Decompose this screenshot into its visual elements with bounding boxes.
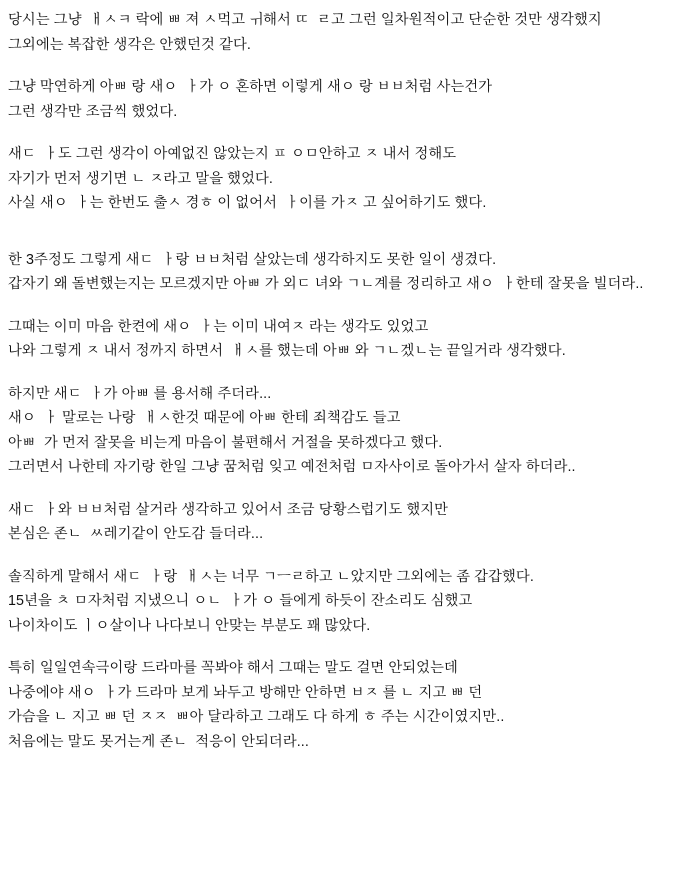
text-line: 그때는 이미 마음 한켠에 새ㅇ ㅏ는 이미 내여ㅈ 라는 생각도 있었고 <box>8 318 429 335</box>
paragraph-spacer <box>8 216 686 248</box>
paragraph-spacer <box>8 547 686 565</box>
paragraph <box>8 498 686 547</box>
text-line: 가슴을 ㄴ 지고 ㅃ 던 ㅈㅈ ㅃ아 달라하고 그래도 다 하게 ㅎ 주는 시간이였지만.. <box>8 709 505 725</box>
paragraph <box>8 382 686 480</box>
text-line: 당시는 그냥 ㅐㅅㅋ 락에 ㅃ 져 ㅅ먹고 ㅟ해서 ㄸ ㄹ고 그런 일차원적이고 단순한 것만 생각했지 <box>8 12 602 28</box>
text-line: 하지만 새ㄷ ㅏ가 아ㅃ 를 용서해 주더라... <box>8 385 272 402</box>
paragraph-spacer <box>8 638 686 656</box>
text-line: 나중에야 새ㅇ ㅏ가 드라마 보게 놔두고 방해만 안하면 ㅂㅈ 를 ㄴ 지고 ㅃ 던 <box>8 684 483 701</box>
text-line: 나이차이도 ㅣㅇ살이나 나다보니 안맞는 부분도 꽤 많았다. <box>8 617 371 634</box>
paragraph-spacer <box>8 480 686 498</box>
text-line: 아ㅃ 가 먼저 잘못을 비는게 마음이 불편해서 거절을 못하겠다고 했다. <box>8 434 443 451</box>
text-line: 갑자기 왜 돌변했는지는 모르겠지만 아ㅃ 가 외ㄷ 녀와 ㄱㄴ계를 정리하고 새ㅇ ㅏ한테 잘못을 빌더라.. <box>8 276 644 292</box>
paragraph <box>8 75 686 124</box>
text-line: 한 3주정도 그렇게 새ㄷ ㅏ랑 ㅂㅂ처럼 살았는데 생각하지도 못한 일이 생겼다. <box>8 251 497 268</box>
text-line: 솔직하게 말해서 새ㄷ ㅏ랑 ㅐㅅ는 너무 ㄱㅡㄹ하고 ㄴ았지만 그외에는 좀 갑갑했다. <box>8 568 534 585</box>
text-line: 나와 그렇게 ㅈ 내서 정까지 하면서 ㅐㅅ를 했는데 아ㅃ 와 ㄱㄴ겠ㄴ는 끝일거라 생각했다. <box>8 343 566 359</box>
text-line: 사실 새ㅇ ㅏ는 한번도 출ㅅ 경ㅎ 이 없어서 ㅏ이를 가ㅈ 고 싶어하기도 했다. <box>8 195 487 211</box>
paragraph <box>8 142 686 216</box>
paragraph-spacer <box>8 57 686 75</box>
paragraph-spacer <box>8 124 686 142</box>
paragraph <box>8 315 686 364</box>
paragraph <box>8 656 686 754</box>
text-line: 자기가 먼저 생기면 ㄴ ㅈ라고 말을 했었다. <box>8 170 273 187</box>
paragraph <box>8 565 686 639</box>
text-line: 새ㅇ ㅏ 말로는 나랑 ㅐㅅ한것 때문에 아ㅃ 한테 죄책감도 들고 <box>8 410 401 426</box>
paragraph-spacer <box>8 364 686 382</box>
text-line: 특히 일일연속극이랑 드라마를 꼭봐야 해서 그때는 말도 걸면 안되었는데 <box>8 660 458 676</box>
paragraph-spacer <box>8 297 686 315</box>
text-line: 그외에는 복잡한 생각은 안했던것 같다. <box>8 36 251 53</box>
text-line: 새ㄷ ㅏ도 그런 생각이 아예없진 않았는지 ㅍ ㅇㅁ안하고 ㅈ 내서 정해도 <box>8 146 457 162</box>
paragraph <box>8 8 686 57</box>
text-line: 그냥 막연하게 아ㅃ 랑 새ㅇ ㅏ가 ㅇ 혼하면 이렇게 새ㅇ 랑 ㅂㅂ처럼 사는건가 <box>8 79 493 95</box>
text-line: 본심은 존ㄴ ㅆ레기같이 안도감 들더라... <box>8 526 264 542</box>
text-line: 그런 생각만 조금씩 했었다. <box>8 103 178 120</box>
text-line: 처음에는 말도 못거는게 존ㄴ 적응이 안되더라... <box>8 733 309 750</box>
text-line: 15년을 ㅊ ㅁ자처럼 지냈으니 ㅇㄴ ㅏ가 ㅇ 들에게 하듯이 잔소리도 심했고 <box>8 593 473 609</box>
text-line: 그러면서 나한테 자기랑 한일 그냥 꿈처럼 잊고 예전처럼 ㅁ자사이로 돌아가서 살자 하더라.. <box>8 459 576 475</box>
text-line: 새ㄷ ㅏ와 ㅂㅂ처럼 살거라 생각하고 있어서 조금 당황스럽기도 했지만 <box>8 501 449 518</box>
paragraph <box>8 248 686 297</box>
